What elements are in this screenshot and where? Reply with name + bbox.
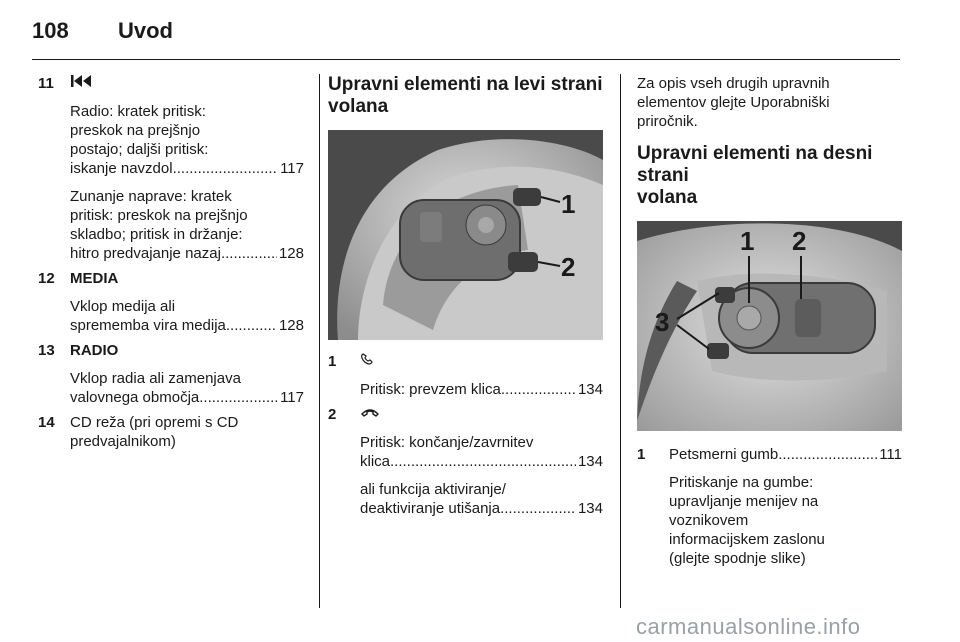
entry-paragraph: [70, 102, 304, 178]
entry-11: [38, 74, 304, 263]
item-2: [328, 405, 603, 518]
item-paragraph: [360, 380, 603, 399]
text-line: informacijskem zaslonu: [669, 531, 825, 548]
text-line: Pritisk: prevzem klica: [360, 381, 501, 398]
entry-title: RADIO: [70, 342, 119, 359]
item-paragraph: [669, 473, 902, 568]
text-line: iskanje navzdol: [70, 160, 173, 177]
text-line: voznikovem: [669, 512, 749, 529]
entry-paragraph: [70, 297, 304, 335]
page-reference[interactable]: 111: [879, 446, 902, 463]
text-line: Radio: kratek pritisk:: [70, 103, 206, 120]
text-line: priročnik.: [637, 113, 698, 130]
entry-number: 13: [38, 342, 55, 359]
text-line: (glejte spodnje slike): [669, 550, 806, 567]
left-column: [38, 74, 304, 451]
text-line: klica: [360, 453, 391, 470]
item-1: [637, 445, 902, 568]
item-1: [328, 352, 603, 399]
text-line: Vklop medija ali: [70, 298, 176, 315]
text-line: Zunanje naprave: kratek: [70, 188, 232, 205]
text-line: Pritisk: končanje/zavrnitev: [360, 434, 534, 451]
steering-wheel-left-photo: [328, 130, 603, 340]
text-line: skladbo; pritisk in držanje:: [70, 226, 243, 243]
page-header: [0, 0, 960, 60]
text-line: Za opis vseh drugih upravnih: [637, 75, 830, 92]
item-paragraph: [360, 480, 603, 518]
entry-paragraph: [70, 369, 304, 407]
header-divider: [32, 59, 900, 60]
middle-column: [328, 74, 603, 518]
page-reference[interactable]: 134: [577, 500, 603, 517]
text-line: Vklop radia ali zamenjava: [70, 370, 241, 387]
page-reference[interactable]: 117: [280, 160, 304, 177]
callout-label: 1: [561, 189, 576, 219]
page-reference[interactable]: 128: [278, 317, 304, 334]
intro-text: [637, 74, 902, 131]
text-line: postajo; daljši pritisk:: [70, 141, 209, 158]
text-line: deaktiviranje utišanja: [360, 500, 501, 517]
text-line: upravljanje menijev na: [669, 493, 819, 510]
text-line: sprememba vira medija: [70, 317, 226, 334]
watermark: carmanualsonline.info: [636, 614, 861, 639]
page-number: 108: [32, 18, 69, 43]
entry-title-continued: predvajalnikom): [70, 433, 176, 450]
text-line: Petsmerni gumb: [669, 446, 779, 463]
skip-back-icon: [70, 74, 304, 93]
text-line: pritisk: preskok na prejšnjo: [70, 207, 248, 224]
phone-hangup-icon: [360, 405, 603, 424]
page-reference[interactable]: 134: [577, 381, 603, 398]
callout-label: 3: [655, 307, 670, 337]
callout-label: 2: [792, 226, 807, 256]
entry-number: 11: [38, 75, 54, 92]
callout-label: 1: [740, 226, 755, 256]
section-heading: [328, 74, 603, 118]
entry-number: 12: [38, 270, 55, 287]
item-number: 2: [328, 406, 337, 423]
entry-paragraph: [70, 187, 304, 263]
callout-label: 2: [561, 252, 576, 282]
heading-line: Upravni elementi na levi strani: [328, 74, 603, 95]
heading-line: Upravni elementi na desni strani: [637, 143, 873, 186]
entry-12: [38, 269, 304, 335]
heading-line: volana: [637, 187, 698, 208]
entry-13: [38, 341, 304, 407]
text-line: hitro predvajanje nazaj: [70, 245, 221, 262]
text-line: elementov glejte Uporabniški: [637, 94, 830, 111]
section-heading: [637, 143, 902, 209]
page-reference[interactable]: 134: [577, 453, 603, 470]
text-line: valovnega območja: [70, 389, 200, 406]
item-number: 1: [637, 446, 646, 463]
entry-title: CD reža (pri opremi s CD: [70, 414, 239, 431]
right-column: [637, 74, 902, 568]
item-number: 1: [328, 353, 337, 370]
column-divider-right: [620, 74, 621, 608]
steering-wheel-right-photo: [637, 221, 902, 431]
text-line: Pritiskanje na gumbe:: [669, 474, 814, 491]
column-divider-left: [319, 74, 320, 608]
phone-pickup-icon: [360, 352, 603, 371]
entry-14: [38, 413, 304, 451]
chapter-title: Uvod: [118, 18, 173, 43]
entry-number: 14: [38, 414, 55, 431]
page-reference[interactable]: 117: [280, 389, 304, 406]
page-reference[interactable]: 128: [278, 245, 304, 262]
entry-title: MEDIA: [70, 270, 119, 287]
item-paragraph: [360, 433, 603, 471]
text-line: preskok na prejšnjo: [70, 122, 201, 139]
text-line: ali funkcija aktiviranje/: [360, 481, 506, 498]
heading-line: volana: [328, 96, 389, 117]
